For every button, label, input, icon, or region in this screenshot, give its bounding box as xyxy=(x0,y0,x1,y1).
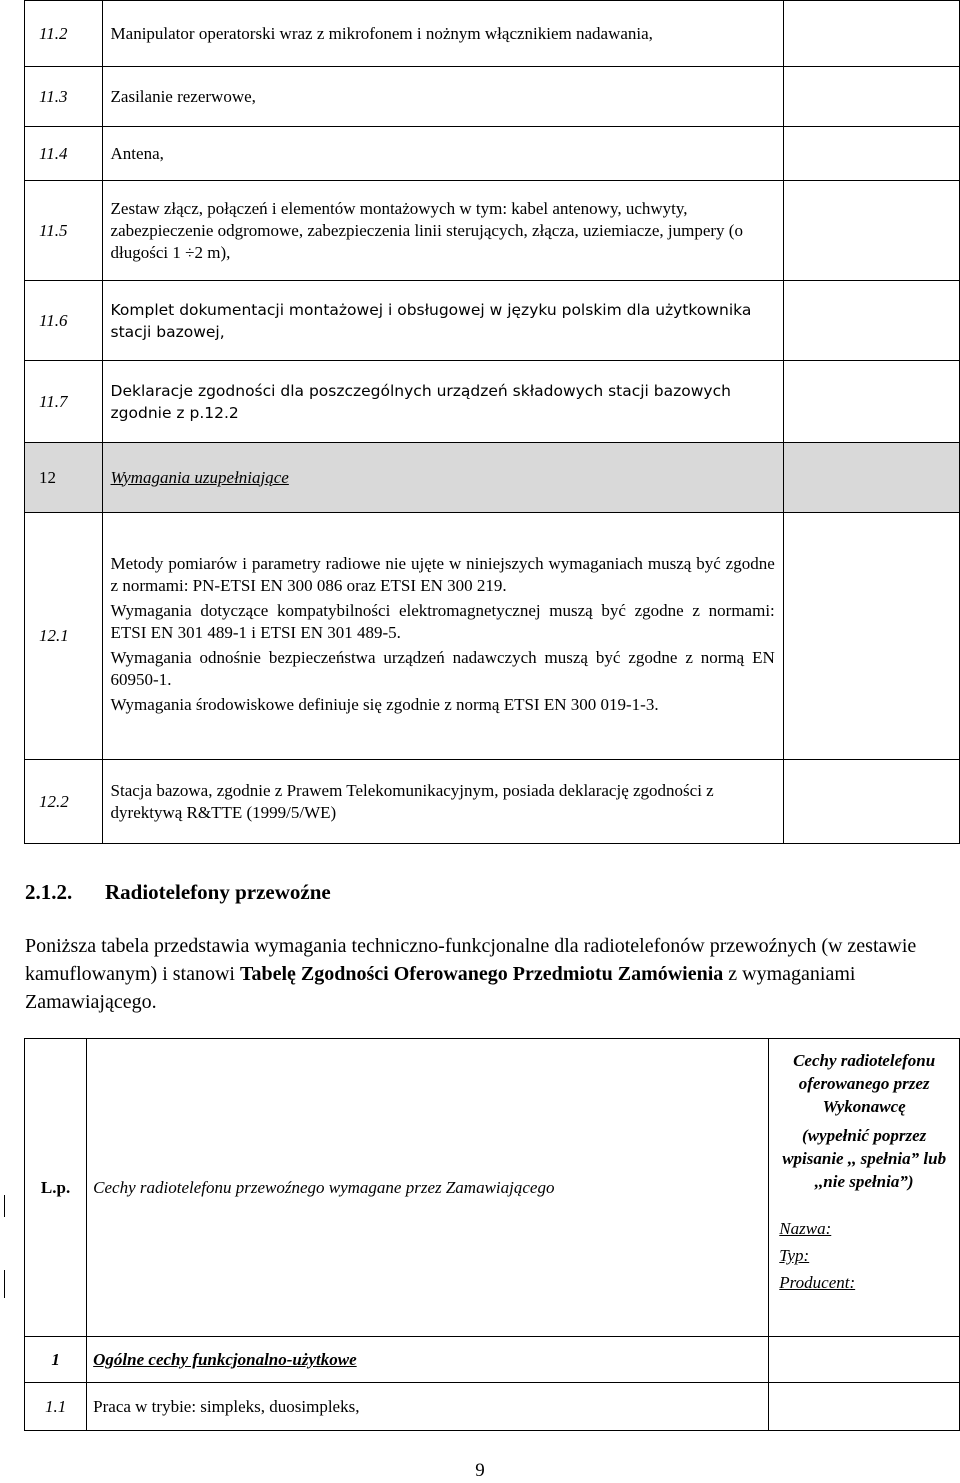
row-number: 1.1 xyxy=(25,1383,87,1431)
row-number: 12.1 xyxy=(25,513,103,760)
page-number: 9 xyxy=(475,1460,485,1481)
row-number: 1 xyxy=(25,1337,87,1383)
row-description: Manipulator operatorski wraz z mikrofonem i nożnym włącznikiem nadawania, xyxy=(102,1,783,67)
table-header-row xyxy=(25,1039,960,1337)
row-description: Ogólne cechy funkcjonalno-użytkowe xyxy=(87,1337,769,1383)
intro-bold-text: Tabelę Zgodności Oferowanego Przedmiotu Zamówienia xyxy=(239,963,724,985)
offer-title: Cechy radiotelefonu oferowanego przez Wykonawcę xyxy=(793,1051,936,1116)
paragraph: Metody pomiarów i parametry radiowe nie ujęte w niniejszych wymaganiach muszą być zgodne z normami: PN-ETSI EN 300 086 oraz ETSI EN 300 219. xyxy=(110,554,775,595)
margin-bar xyxy=(4,1270,5,1298)
field-producer-label: Producent: xyxy=(779,1273,856,1292)
intro-text: Poniższa tabela przedstawia wymagania techniczno-funkcjonalne dla radiotelefonów przewoźnych (w zestawie kamuflowanym) i stanowi xyxy=(25,935,917,985)
table-row xyxy=(25,281,960,361)
compliance-cell[interactable] xyxy=(769,1383,960,1431)
offer-fields xyxy=(773,1215,955,1296)
paragraph: Wymagania środowiskowe definiuje się zgodnie z normą ETSI EN 300 019-1-3. xyxy=(110,695,659,714)
paragraph: Wymagania odnośnie bezpieczeństwa urządzeń nadawczych muszą być zgodne z normą EN 60950-1. xyxy=(110,648,775,689)
compliance-cell[interactable] xyxy=(783,1,959,67)
compliance-cell[interactable] xyxy=(783,513,959,760)
table-row xyxy=(25,181,960,281)
intro-paragraph xyxy=(25,932,960,1016)
table-row xyxy=(25,1,960,67)
requirements-table-top xyxy=(24,0,960,844)
compliance-cell[interactable] xyxy=(783,127,959,181)
field-type-label: Typ: xyxy=(779,1246,810,1265)
heading-number: 2.1.2. xyxy=(25,880,73,904)
section-title: Wymagania uzupełniające xyxy=(102,443,783,513)
table-row xyxy=(25,67,960,127)
section-header-row xyxy=(25,443,960,513)
compliance-cell[interactable] xyxy=(783,67,959,127)
paragraph: Wymagania dotyczące kompatybilności elektromagnetycznej muszą być zgodne z normami: ETSI EN 301 489-1 i ETSI EN 301 489-5. xyxy=(110,601,775,642)
row-number: 11.5 xyxy=(25,181,103,281)
section-number: 12 xyxy=(25,443,103,513)
compliance-cell[interactable] xyxy=(783,181,959,281)
table-row xyxy=(25,361,960,443)
requirements-table-bottom xyxy=(24,1038,960,1431)
row-description: Komplet dokumentacji montażowej i obsługowej w języku polskim dla użytkownika stacji bazowej, xyxy=(102,281,783,361)
lp-header: L.p. xyxy=(25,1039,87,1337)
row-description: Zestaw złącz, połączeń i elementów montażowych w tym: kabel antenowy, uchwyty, zabezpieczenie odgromowe, zabezpieczenia linii sterujących, złącza, uziemiacze, jumpery (o długości 1 ÷2 m), xyxy=(102,181,783,281)
offer-header xyxy=(769,1039,960,1337)
compliance-cell[interactable] xyxy=(769,1337,960,1383)
row-description: Antena, xyxy=(102,127,783,181)
table-row xyxy=(25,1383,960,1431)
table-row xyxy=(25,513,960,760)
table-row xyxy=(25,127,960,181)
intro-text-end: z wymaganiami Zamawiającego. xyxy=(25,963,856,1013)
section-row xyxy=(25,1337,960,1383)
compliance-cell[interactable] xyxy=(783,760,959,844)
row-description: Deklaracje zgodności dla poszczególnych urządzeń składowych stacji bazowych zgodnie z p.12.2 xyxy=(102,361,783,443)
field-name-label: Nazwa: xyxy=(779,1219,832,1238)
compliance-cell[interactable] xyxy=(783,281,959,361)
row-description: Zasilanie rezerwowe, xyxy=(102,67,783,127)
row-number: 11.7 xyxy=(25,361,103,443)
compliance-cell[interactable] xyxy=(783,361,959,443)
row-number: 11.4 xyxy=(25,127,103,181)
compliance-cell xyxy=(783,443,959,513)
table-row xyxy=(25,760,960,844)
row-number: 11.2 xyxy=(25,1,103,67)
margin-bar xyxy=(4,1195,5,1217)
row-number: 11.3 xyxy=(25,67,103,127)
row-number: 12.2 xyxy=(25,760,103,844)
row-number: 11.6 xyxy=(25,281,103,361)
features-header: Cechy radiotelefonu przewoźnego wymagane przez Zamawiającego xyxy=(87,1039,769,1337)
section-heading xyxy=(25,880,331,905)
offer-instruction: (wypełnić poprzez wpisanie ,, spełnia” lub ,,nie spełnia”) xyxy=(782,1126,947,1191)
row-description: Praca w trybie: simpleks, duosimpleks, xyxy=(87,1383,769,1431)
row-description: Stacja bazowa, zgodnie z Prawem Telekomunikacyjnym, posiada deklarację zgodności z dyrektywą R&TTE (1999/5/WE) xyxy=(102,760,783,844)
heading-title: Radiotelefony przewoźne xyxy=(105,880,331,904)
row-description xyxy=(102,513,783,760)
